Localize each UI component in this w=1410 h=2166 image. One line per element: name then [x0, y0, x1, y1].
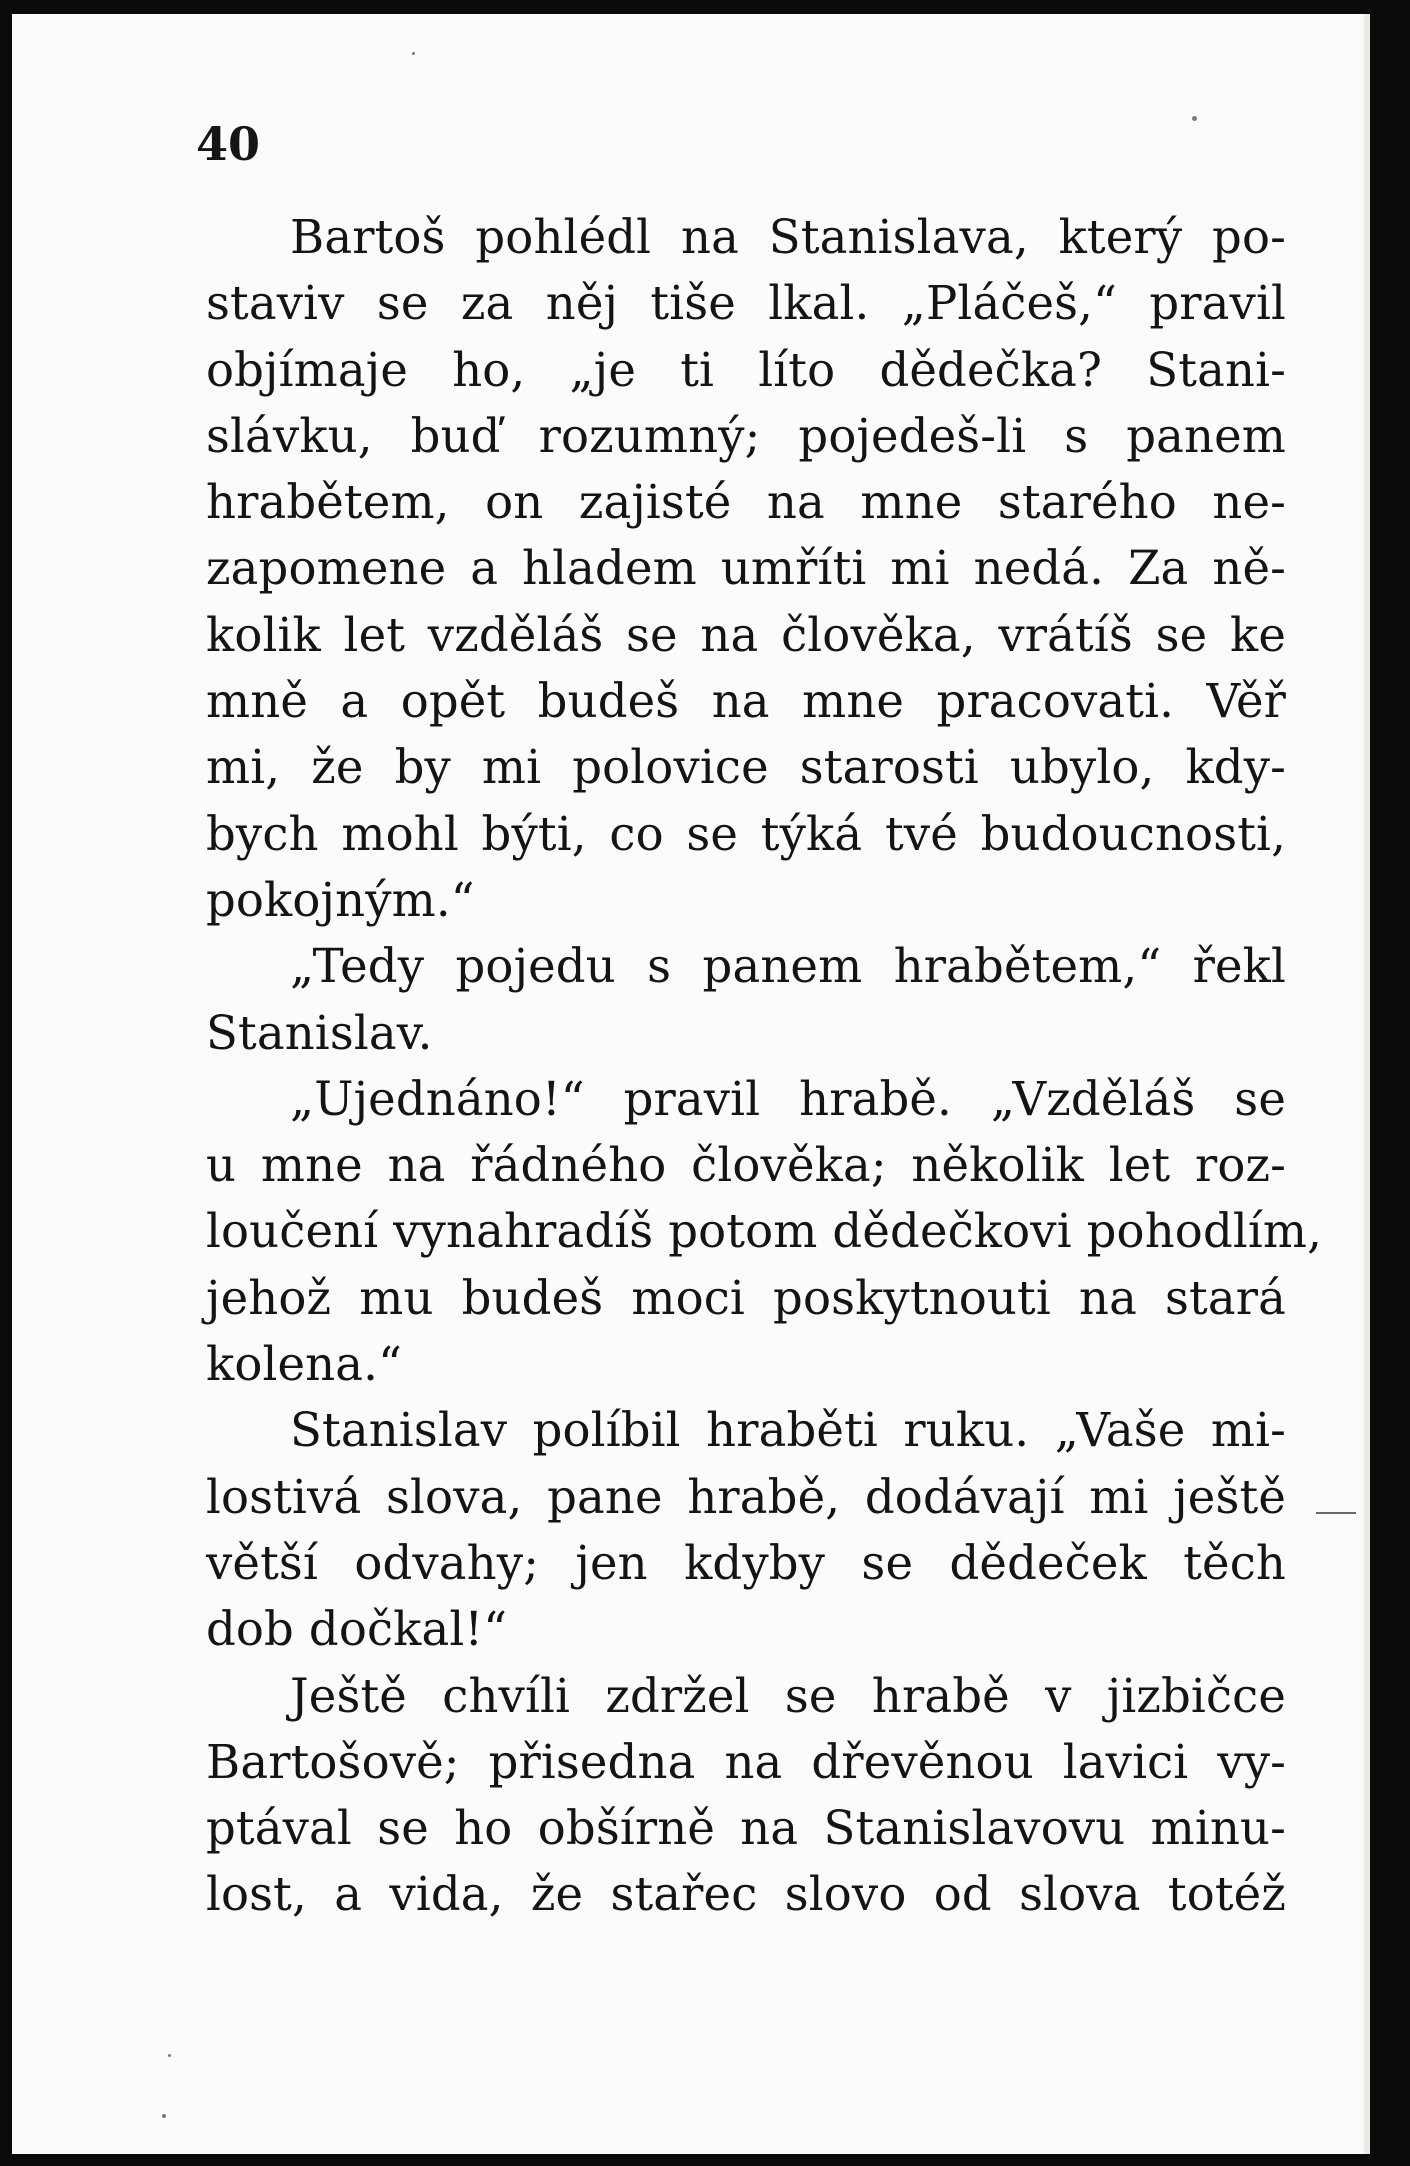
text-line: větší odvahy; jen kdyby se dědeček těch — [206, 1535, 1286, 1590]
text-line: staviv se za něj tiše lkal. „Pláčeš,“ pravil — [206, 276, 1286, 331]
text-line: loučení vynahradíš potom dědečkovi pohodlím, — [206, 1204, 1323, 1259]
text-line: dob dočkal!“ — [206, 1602, 508, 1657]
text-line: pokojným.“ — [206, 872, 475, 927]
text-line: u mne na řádného člověka; několik let roz- — [206, 1138, 1286, 1193]
page-edge — [1364, 14, 1370, 2154]
text-line: objímaje ho, „je ti líto dědečka? Stani- — [206, 342, 1286, 397]
text-line: mi, že by mi polovice starosti ubylo, kdy- — [206, 740, 1286, 795]
text-line: Stanislav políbil hraběti ruku. „Vaše mi- — [290, 1403, 1286, 1458]
paper-speck — [412, 52, 415, 55]
text-line: bych mohl býti, co se týká tvé budoucnosti, — [206, 806, 1286, 861]
text-line: Ještě chvíli zdržel se hrabě v jizbičce — [290, 1668, 1286, 1723]
edge-mark — [1316, 1512, 1356, 1514]
text-line: lostivá slova, pane hrabě, dodávají mi ještě — [206, 1469, 1286, 1524]
paper-speck — [162, 2114, 166, 2118]
text-line: mně a opět budeš na mne pracovati. Věř — [206, 674, 1286, 729]
text-line: „Ujednáno!“ pravil hrabě. „Vzděláš se — [290, 1071, 1286, 1126]
text-line: ptával se ho obšírně na Stanislavovu minu- — [206, 1801, 1286, 1856]
page-number: 40 — [196, 117, 261, 171]
text-line: jehož mu budeš moci poskytnouti na stará — [206, 1270, 1286, 1325]
text-line: lost, a vida, že stařec slovo od slova totéž — [206, 1867, 1286, 1922]
body-text — [206, 204, 1323, 1928]
text-line: Bartoš pohlédl na Stanislava, který po- — [290, 210, 1286, 264]
paper-speck — [168, 2054, 171, 2057]
text-line: Bartošově; přisedna na dřevěnou lavici vy- — [206, 1734, 1286, 1789]
text-line: slávku, buď rozumný; pojedeš-li s panem — [206, 408, 1286, 463]
text-line: zapomene a hladem umříti mi nedá. Za ně- — [206, 541, 1286, 596]
text-line: „Tedy pojedu s panem hrabětem,“ řekl — [290, 939, 1286, 994]
text-line: Stanislav. — [206, 1005, 433, 1060]
text-line: hrabětem, on zajisté na mne starého ne- — [206, 475, 1286, 530]
paper-speck — [1192, 116, 1197, 121]
text-line: kolena.“ — [206, 1337, 402, 1392]
book-page — [12, 14, 1364, 2154]
text-line: kolik let vzděláš se na člověka, vrátíš se ke — [206, 607, 1286, 662]
